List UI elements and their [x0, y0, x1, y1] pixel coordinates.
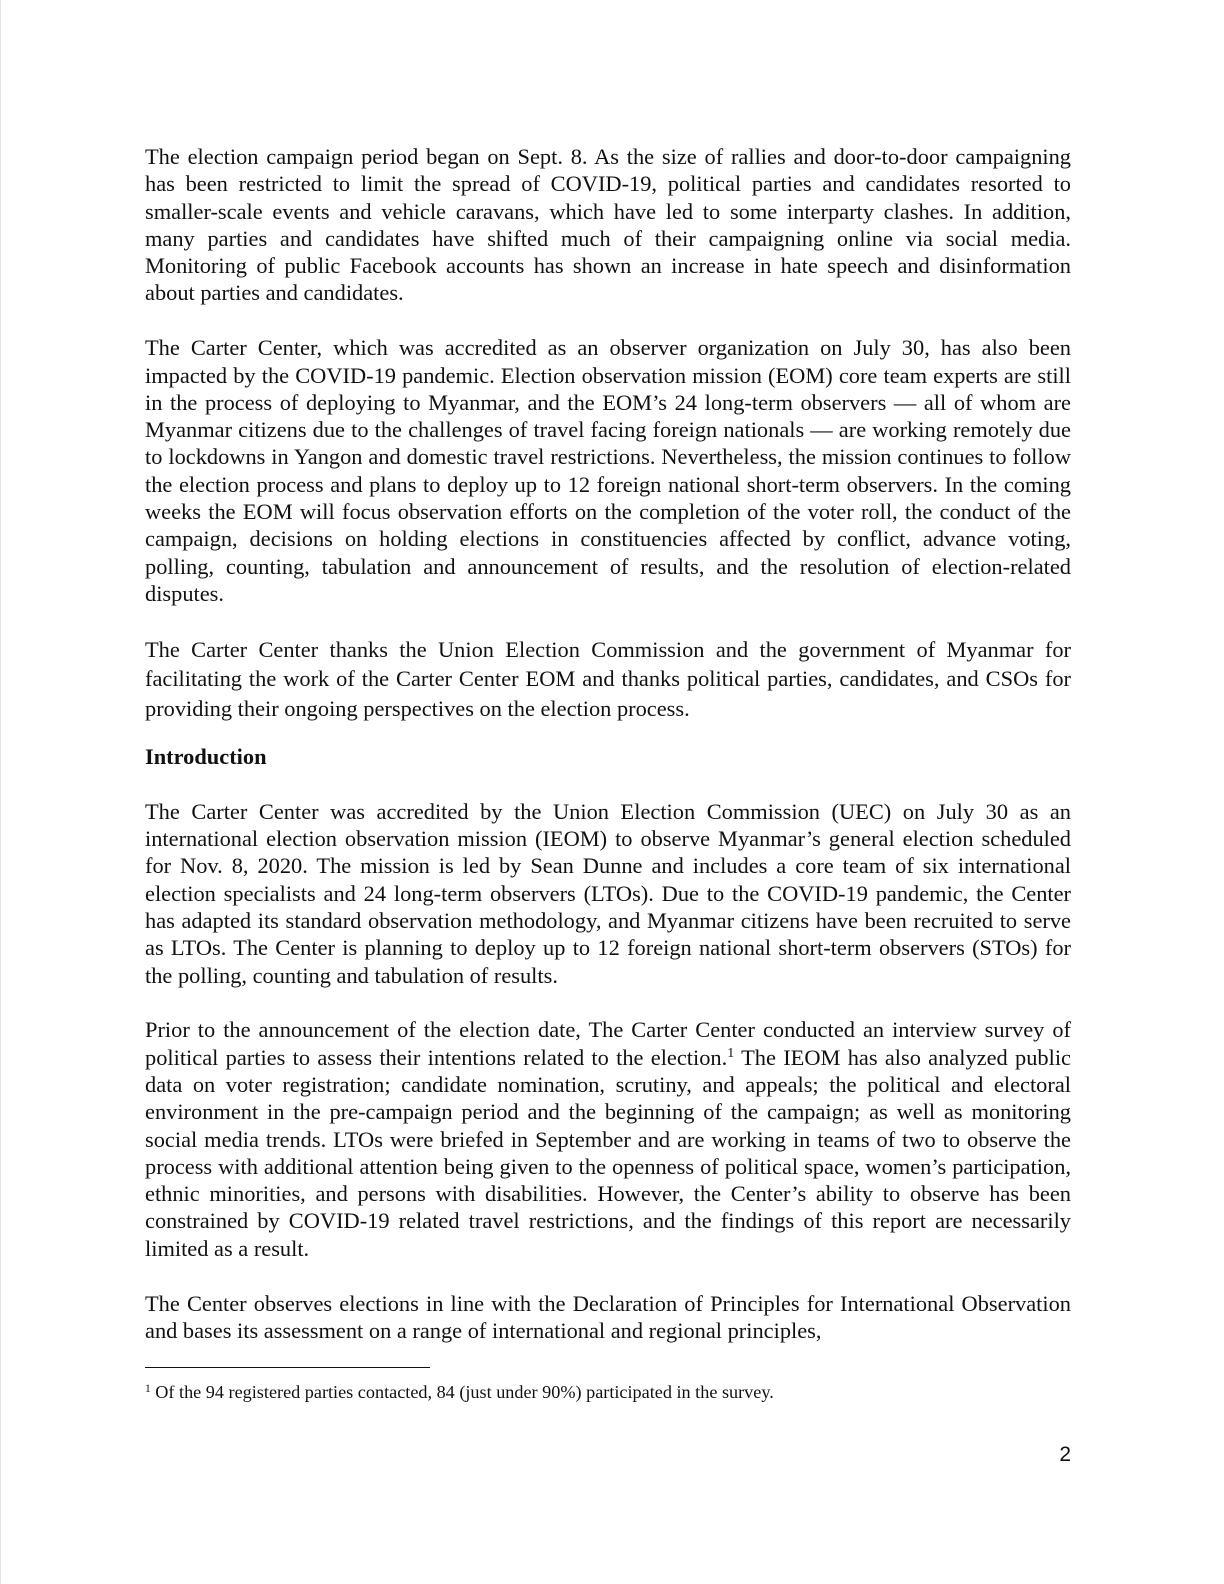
paragraph-campaign-period: The election campaign period began on Sept. 8. As the size of rallies and door-to-door campaigning has been restricted to limit the spread of COVID-19, political parties and candidates resorted to smaller-scale events and vehicle caravans, which have led to some interparty clashes. In addition, many parties and candidates have shifted much of their campaigning online via social media. Monitoring of public Facebook accounts has shown an increase in hate speech and disinformation about parties and candidates. — [145, 144, 1071, 306]
paragraph-survey-text-start: Prior to the announcement of the election date, The Carter Center conducted an interview survey of political parties to assess their intentions related to the election. — [145, 1017, 1071, 1070]
paragraph-survey — [145, 1016, 1071, 1262]
footnote-text: Of the 94 registered parties contacted, 84 (just under 90%) participated in the survey. — [150, 1382, 774, 1402]
footnote-marker: 1 — [145, 1383, 151, 1395]
paragraph-carter-center-covid: The Carter Center, which was accredited as an observer organization on July 30, has also been impacted by the COVID-19 pandemic. Election observation mission (EOM) core team experts are still in the process of deploying to Myanmar, and the EOM’s 24 long-term observers — all of whom are Myanmar citizens due to the challenges of travel facing foreign nationals — are working remotely due to lockdowns in Yangon and domestic travel restrictions. Nevertheless, the mission continues to follow the election process and plans to deploy up to 12 foreign national short-term observers. In the coming weeks the EOM will focus observation efforts on the completion of the voter roll, the conduct of the campaign, decisions on holding elections in constituencies affected by conflict, advance voting, polling, counting, tabulation and announcement of results, and the resolution of election-related disputes. — [145, 335, 1071, 606]
page-number: 2 — [1059, 1443, 1071, 1466]
paragraph-survey-text-end: The IEOM has also analyzed public data on voter registration; candidate nomination, scrutiny, and appeals; the political and electoral environment in the pre-campaign period and the beginning of the campaign; as well as monitoring social media trends. LTOs were briefed in September and are working in teams of two to observe the process with additional attention being given to the openness of political space, women’s participation, ethnic minorities, and persons with disabilities. However, the Center’s ability to observe has been constrained by COVID-19 related travel restrictions, and the findings of this report are necessarily limited as a result. — [145, 1044, 1071, 1261]
footnote-separator — [145, 1367, 430, 1368]
footnote-reference[interactable]: 1 — [727, 1045, 735, 1061]
paragraph-principles: The Center observes elections in line with the Declaration of Principles for International Observation and bases its assessment on a range of international and regional principles, — [145, 1290, 1071, 1343]
paragraph-acknowledgements: The Carter Center thanks the Union Election Commission and the government of Myanmar for facilitating the work of the Carter Center EOM and thanks political parties, candidates, and CSOs for providing their ongoing perspectives on the election process. — [145, 636, 1071, 721]
footnote — [145, 1380, 1071, 1404]
section-heading-introduction: Introduction — [145, 744, 267, 770]
page-body — [145, 143, 1071, 1344]
paragraph-accreditation: The Carter Center was accredited by the Union Election Commission (UEC) on July 30 as an international election observation mission (IEOM) to observe Myanmar’s general election scheduled for Nov. 8, 2020. The mission is led by Sean Dunne and includes a core team of six international election specialists and 24 long-term observers (LTOs). Due to the COVID-19 pandemic, the Center has adapted its standard observation methodology, and Myanmar citizens have been recruited to serve as LTOs. The Center is planning to deploy up to 12 foreign national short-term observers (STOs) for the polling, counting and tabulation of results. — [145, 798, 1071, 988]
